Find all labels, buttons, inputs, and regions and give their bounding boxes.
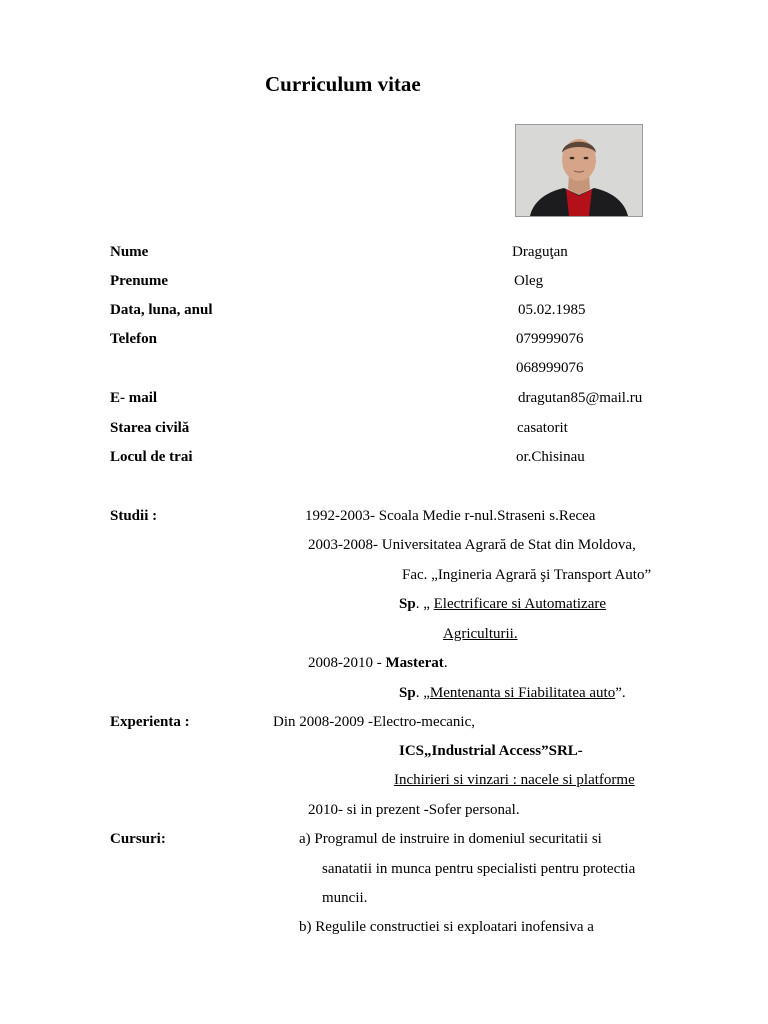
label-nume: Nume (110, 244, 149, 260)
label-locul-de-trai: Locul de trai (110, 449, 193, 465)
studii-line-6 (308, 654, 448, 672)
profile-photo (515, 124, 643, 217)
studii-masterat-suffix: . (443, 655, 448, 671)
studii-sp2-prefix: Sp (399, 685, 416, 701)
studii-line-2: 2003-2008- Universitatea Agrară de Stat din Moldova, (308, 537, 636, 553)
label-telefon: Telefon (110, 331, 157, 347)
label-email: E- mail (110, 390, 158, 406)
value-locul-de-trai: or.Chisinau (516, 449, 585, 465)
experienta-line-4: 2010- si in prezent -Sofer personal. (308, 802, 520, 818)
studii-sp2-separator: . „ (415, 685, 430, 701)
section-label-cursuri: Cursuri: (110, 831, 166, 847)
section-label-studii: Studii : (110, 508, 158, 524)
studii-sp-prefix: Sp (399, 596, 416, 612)
page-title: Curriculum vitae (265, 72, 421, 96)
studii-masterat-label: Masterat (385, 655, 444, 671)
value-prenume: Oleg (514, 273, 544, 289)
experienta-line-3: Inchirieri si vinzari : nacele si platforme (394, 772, 635, 788)
studii-line-3: Fac. „Ingineria Agrară şi Transport Auto” (402, 567, 652, 583)
studii-sp2-suffix: ”. (615, 685, 626, 701)
studii-specialitate-1: Electrificare si Automatizare (433, 596, 607, 612)
value-starea-civila: casatorit (517, 420, 568, 436)
studii-masterat-years: 2008-2010 - (308, 655, 386, 671)
label-starea-civila: Starea civilă (110, 420, 190, 436)
studii-line-4 (399, 595, 606, 613)
value-data-nasterii: 05.02.1985 (518, 302, 586, 318)
cursuri-a-line-3: muncii. (322, 890, 368, 906)
section-label-experienta: Experienta : (110, 714, 190, 730)
cursuri-b-line-1: b) Regulile constructiei si exploatari inofensiva a (299, 919, 594, 935)
studii-line-1: 1992-2003- Scoala Medie r-nul.Straseni s.Recea (305, 508, 596, 524)
cursuri-a-line-2: sanatatii in munca pentru specialisti pentru protectia (322, 861, 636, 877)
cursuri-a-line-1: a) Programul de instruire in domeniul securitatii si (299, 831, 602, 847)
experienta-company: ICS„Industrial Access”SRL- (399, 743, 583, 759)
studii-line-5: Agriculturii. (443, 626, 518, 642)
studii-line-7 (399, 684, 626, 702)
value-telefon-1: 079999076 (516, 331, 584, 347)
value-email: dragutan85@mail.ru (518, 390, 643, 406)
label-data-nasterii: Data, luna, anul (110, 302, 213, 318)
value-telefon-2: 068999076 (516, 360, 584, 376)
label-prenume: Prenume (110, 273, 169, 289)
studii-specialitate-2: Mentenanta si Fiabilitatea auto (429, 685, 616, 701)
value-nume: Draguţan (512, 244, 568, 260)
experienta-line-1: Din 2008-2009 -Electro-mecanic, (273, 714, 476, 730)
studii-sp-separator: . „ (415, 596, 434, 612)
